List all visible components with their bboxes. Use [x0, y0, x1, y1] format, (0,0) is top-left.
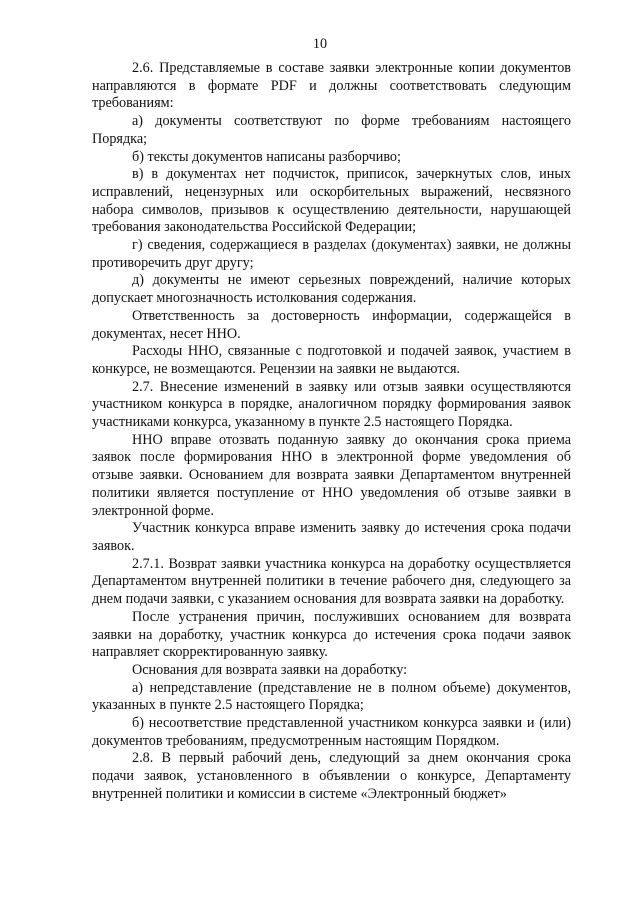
paragraph-2-7: 2.7. Внесение изменений в заявку или отзыв заявки осуществляются участником конкурса в порядке, аналогичном порядку формирования заявок участниками конкурса, указанному в пункте 2.5 настоящего Порядка.: [92, 378, 571, 431]
paragraph-withdrawal: ННО вправе отозвать поданную заявку до окончания срока приема заявок после формирования ННО в электронной форме уведомления об отзыве заявки. Основанием для возврата заявки Департаментом внутренней политики является поступление от ННО уведомления об отзыве заявки в электронной форме.: [92, 431, 571, 519]
paragraph-expenses: Расходы ННО, связанные с подготовкой и подачей заявок, участием в конкурсе, не возмещаются. Рецензии на заявки не выдаются.: [92, 343, 571, 377]
paragraph-resubmission: После устранения причин, послуживших основанием для возврата заявки на доработку, участник конкурса до истечения срока подачи заявок направляет скорректированную заявку.: [92, 608, 571, 661]
paragraph-2-8: 2.8. В первый рабочий день, следующий за днем окончания срока подачи заявок, установленного в объявлении о конкурсе, Департаменту внутренней политики и комиссии в системе «Электронный бюджет»: [92, 750, 571, 802]
list-item-g: г) сведения, содержащиеся в разделах (документах) заявки, не должны противоречить друг другу;: [92, 237, 571, 271]
list-item-b: б) тексты документов написаны разборчиво;: [132, 148, 401, 165]
paragraph-responsibility: Ответственность за достоверность информации, содержащейся в документах, несет ННО.: [92, 307, 571, 342]
paragraph-2-7-1: 2.7.1. Возврат заявки участника конкурса на доработку осуществляется Департаментом внутренней политики в течение рабочего дня, следующего за днем подачи заявки, с указанием основания для возврата заявки на доработку.: [92, 555, 571, 608]
list-item-a: а) документы соответствуют по форме требованиям настоящего Порядка;: [92, 113, 571, 147]
document-body: [92, 60, 571, 804]
paragraph-2-6: 2.6. Представляемые в составе заявки электронные копии документов направляются в формате PDF и должны соответствовать следующим требованиям:: [92, 60, 571, 112]
paragraph-change-application: Участник конкурса вправе изменить заявку до истечения срока подачи заявок.: [92, 520, 571, 554]
return-item-a: а) непредставление (представление не в полном объеме) документов, указанных в пункте 2.5 настоящего Порядка;: [92, 679, 571, 714]
paragraph-return-grounds: Основания для возврата заявки на доработку:: [132, 661, 408, 678]
list-item-v: в) в документах нет подчисток, приписок, зачеркнутых слов, иных исправлений, нецензурных или оскорбительных выражений, несвязного набора символов, призывов к осуществлению деятельности, нарушающей требования законодательства Российской Федерации;: [92, 166, 571, 236]
page-number: 10: [312, 36, 328, 52]
list-item-d: д) документы не имеют серьезных повреждений, наличие которых допускает многозначность истолкования содержания.: [92, 272, 571, 307]
return-item-b: б) несоответствие представленной участником конкурса заявки и (или) документов требованиям, предусмотренным настоящим Порядком.: [92, 715, 571, 749]
